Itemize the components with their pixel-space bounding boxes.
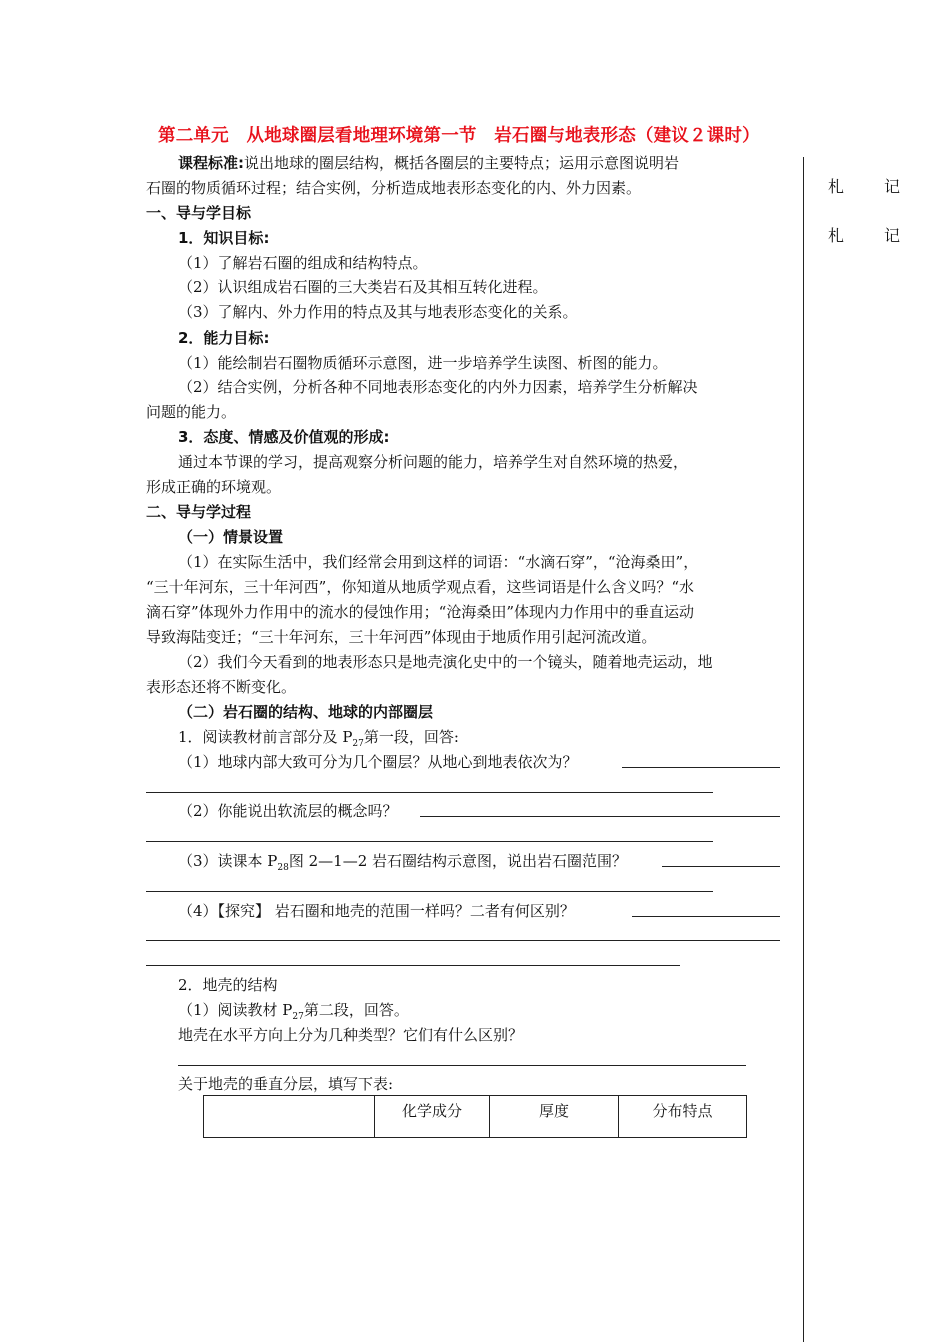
course-standard-text: 说出地球的圈层结构，概括各圈层的主要特点；运用示意图说明岩 bbox=[244, 154, 680, 172]
answer-blank[interactable] bbox=[662, 866, 780, 867]
page-number-sub: 27 bbox=[292, 1012, 304, 1022]
answer-blank[interactable] bbox=[420, 816, 780, 817]
table-row bbox=[204, 1096, 747, 1138]
answer-blank[interactable] bbox=[146, 841, 713, 842]
scenario-paragraph-line: 表形态还将不断变化。 bbox=[146, 678, 297, 696]
scenario-heading: （一）情景设置 bbox=[178, 528, 284, 546]
section1-heading: 一、导与学目标 bbox=[146, 204, 252, 222]
crust-reading-instruction bbox=[178, 999, 409, 1022]
question-3-pre: （3）读课本 P bbox=[178, 852, 278, 870]
table-header-cell: 厚度 bbox=[490, 1096, 619, 1138]
ability-goal-item: （1）能绘制岩石圈物质循环示意图，进一步培养学生读图、析图的能力。 bbox=[178, 354, 668, 372]
crust-layers-table bbox=[203, 1095, 747, 1138]
knowledge-goals-heading: 1．知识目标: bbox=[178, 229, 270, 247]
answer-blank[interactable] bbox=[146, 891, 713, 892]
notes-label: 札 记 bbox=[828, 226, 913, 245]
crust-question: 地壳在水平方向上分为几种类型？它们有什么区别？ bbox=[178, 1026, 524, 1044]
ability-goals-heading: 2．能力目标: bbox=[178, 329, 270, 347]
table-intro: 关于地壳的垂直分层，填写下表: bbox=[178, 1075, 394, 1093]
answer-blank[interactable] bbox=[146, 965, 680, 966]
answer-blank[interactable] bbox=[146, 940, 780, 941]
knowledge-goal-item: （3）了解内、外力作用的特点及其与地表形态变化的关系。 bbox=[178, 303, 578, 321]
scenario-paragraph-line: “三十年河东，三十年河西”，你知道从地质学观点看，这些词语是什么含义吗？“水 bbox=[146, 578, 695, 596]
answer-blank[interactable] bbox=[622, 767, 780, 768]
attitude-goals-heading: 3．态度、情感及价值观的形成: bbox=[178, 428, 390, 446]
crust-reading-post: 第二段，回答。 bbox=[303, 1001, 409, 1019]
page-number-sub: 27 bbox=[352, 739, 364, 749]
knowledge-goal-item: （2）认识组成岩石圈的三大类岩石及其相互转化进程。 bbox=[178, 278, 548, 296]
structure-heading: （二）岩石圈的结构、地球的内部圈层 bbox=[178, 703, 434, 721]
page-number-sub: 28 bbox=[277, 863, 289, 873]
question-4: （4）【探究】 岩石圈和地壳的范围一样吗？二者有何区别？ bbox=[178, 902, 575, 920]
course-standard-line1 bbox=[178, 152, 679, 173]
question-3-post: 图 2—1—2 岩石圈结构示意图，说出岩石圈范围？ bbox=[288, 852, 628, 870]
reading-instruction bbox=[178, 726, 459, 749]
notes-label: 札 记 bbox=[828, 177, 913, 196]
answer-blank[interactable] bbox=[632, 916, 780, 917]
ability-goal-item: （2）结合实例，分析各种不同地表形态变化的内外力因素，培养学生分析解决 bbox=[178, 378, 698, 396]
question-1: （1）地球内部大致可分为几个圈层？从地心到地表依次为？ bbox=[178, 753, 578, 771]
table-header-cell: 化学成分 bbox=[375, 1096, 490, 1138]
crust-structure-heading: 2．地壳的结构 bbox=[178, 976, 278, 994]
table-header-cell bbox=[204, 1096, 375, 1138]
table-header-cell: 分布特点 bbox=[619, 1096, 747, 1138]
crust-reading-pre: （1）阅读教材 P bbox=[178, 1001, 293, 1019]
knowledge-goal-item: （1）了解岩石圈的组成和结构特点。 bbox=[178, 254, 428, 272]
scenario-paragraph-line: 导致海陆变迁；“三十年河东，三十年河西”体现由于地质作用引起河流改道。 bbox=[146, 628, 657, 646]
answer-blank[interactable] bbox=[146, 792, 713, 793]
reading-instruction-post: 第一段，回答: bbox=[363, 728, 459, 746]
notes-column-divider bbox=[803, 157, 804, 1342]
ability-goal-item-cont: 问题的能力。 bbox=[146, 403, 237, 421]
question-3 bbox=[178, 850, 627, 873]
scenario-paragraph-line: 滴石穿”体现外力作用中的流水的侵蚀作用；“沧海桑田”体现内力作用中的垂直运动 bbox=[146, 603, 695, 621]
course-standard-label: 课程标准: bbox=[178, 154, 244, 172]
reading-instruction-pre: 1．阅读教材前言部分及 P bbox=[178, 728, 353, 746]
answer-blank[interactable] bbox=[178, 1065, 746, 1066]
attitude-goal-text-cont: 形成正确的环境观。 bbox=[146, 478, 282, 496]
course-standard-line2: 石圈的物质循环过程；结合实例，分析造成地表形态变化的内、外力因素。 bbox=[146, 179, 642, 197]
scenario-paragraph-line: （2）我们今天看到的地表形态只是地壳演化史中的一个镜头，随着地壳运动，地 bbox=[178, 653, 713, 671]
question-2: （2）你能说出软流层的概念吗？ bbox=[178, 802, 398, 820]
attitude-goal-text: 通过本节课的学习，提高观察分析问题的能力，培养学生对自然环境的热爱， bbox=[178, 453, 689, 471]
page-title: 第二单元 从地球圈层看地理环境第一节 岩石圈与地表形态（建议２课时） bbox=[158, 126, 760, 146]
section2-heading: 二、导与学过程 bbox=[146, 503, 252, 521]
scenario-paragraph-line: （1）在实际生活中，我们经常会用到这样的词语：“水滴石穿”，“沧海桑田”， bbox=[178, 553, 699, 571]
